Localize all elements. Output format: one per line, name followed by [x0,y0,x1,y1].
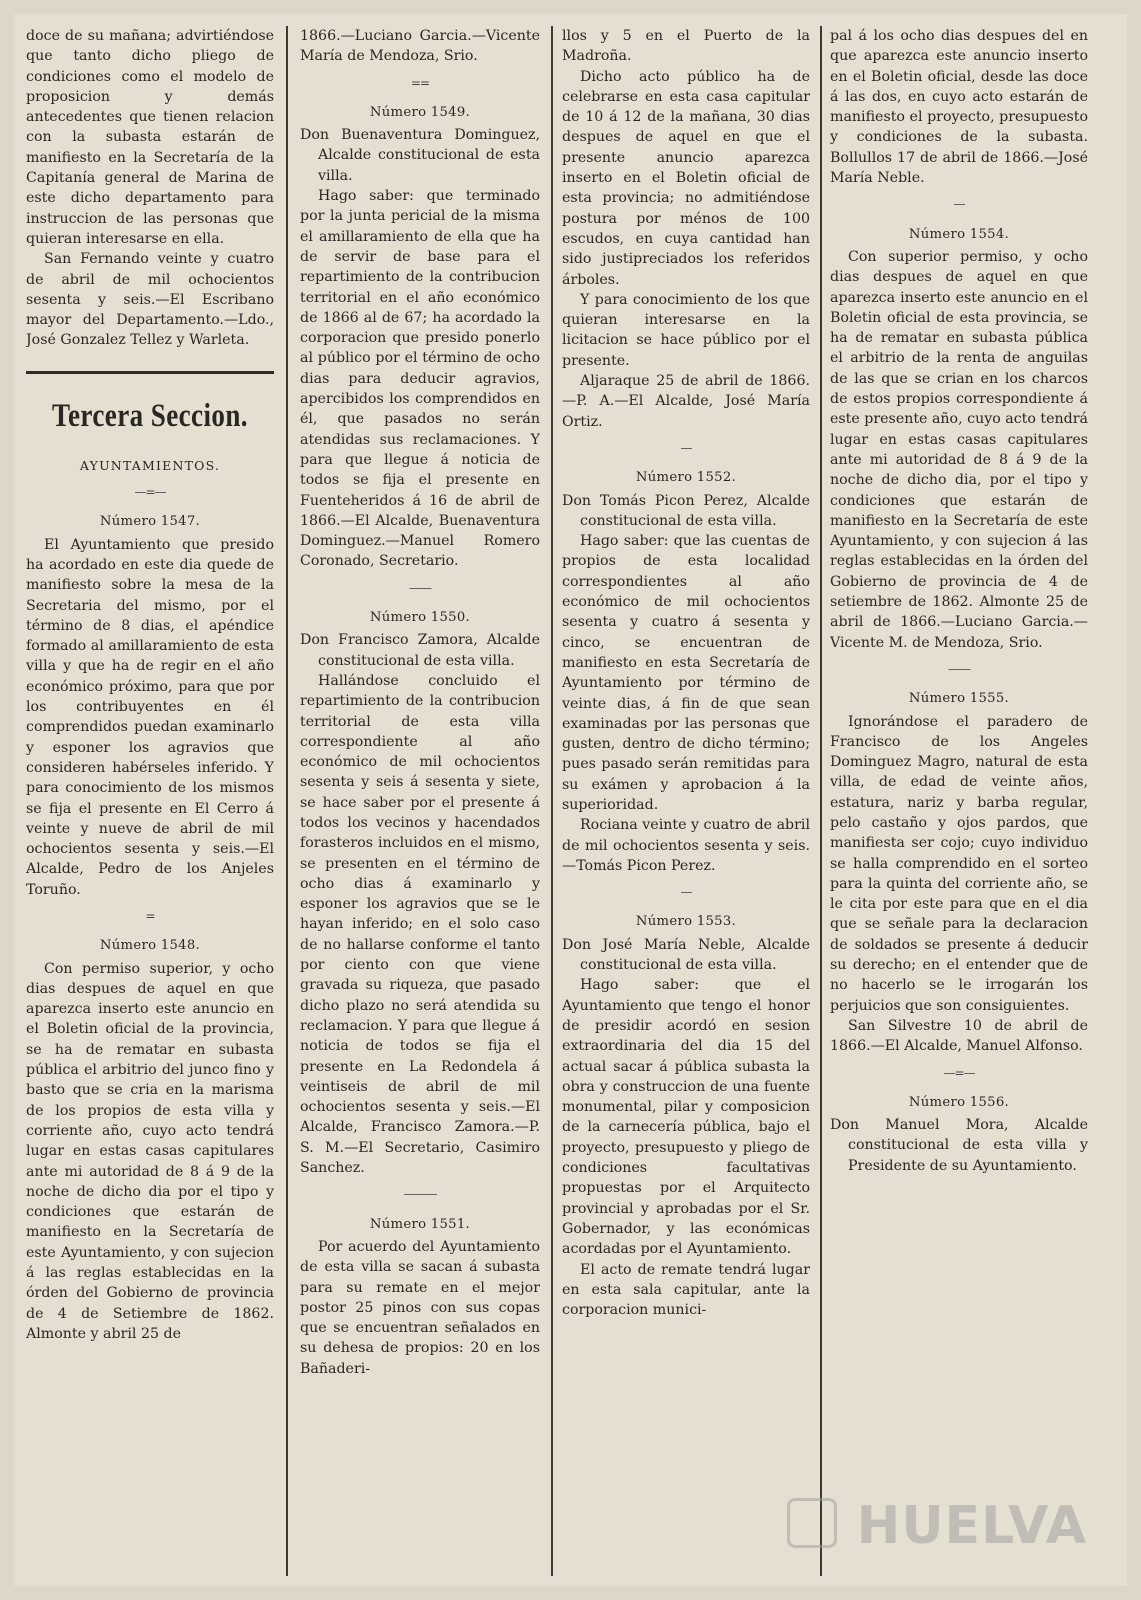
separator: ——— [403,1187,437,1202]
section-divider [26,371,274,374]
separator: — [953,197,965,212]
notice-text: Y para conocimiento de los que quieran interesarse en la licitacion se hace público por el presente. [562,291,810,369]
notice-text: El acto de remate tendrá lugar en esta sala capitular, ante la corporacion munici- [562,1261,810,1319]
notice-number: Número 1548. [99,938,201,954]
separator: — [680,440,692,455]
separator: = [145,908,155,923]
column-1 [26,26,274,1586]
separator: == [410,75,430,90]
notice-text: Con superior permiso, y ocho dias despues de aquel en que aparezca inserto este anuncio en el Boletin oficial de esta provincia, se ha de rematar en subasta pública el arbitrio de la renta de anguilas de las que se crian en los charcos de estos propios correspondiente á este presente año, cuyo acto tendrá lugar en estas casas capitulares ante mi autoridad de 8 á 9 de la noche de dicho dia, por el tipo y condiciones que estarán de manifiesto en la Secretaría de este Ayuntamiento, y con sujecion á las reglas establecidas en la órden del Gobierno de provincia de 4 de setiembre de 1862. Almonte 25 de abril de 1866.—Luciano Garcia.—Vicente M. de Mendoza, Srio. [830,248,1088,651]
notice-text: Con permiso superior, y ocho dias despues de aquel en que aparezca inserto este anuncio en el Boletin oficial de la provincia, se ha de rematar en subasta pública el arbitrio del junco fino y basto que se cria en la marisma de los propios de esta villa y corriente año, cuyo acto tendrá lugar en estas casas capitulares ante mi autoridad de 8 á 9 de la noche de dicho dia por el tipo y condiciones que estarán de manifiesto en la Secretaría de este Ayuntamiento, y con sujecion á las reglas establecidas en la órden del Gobierno de provincia de 4 de Setiembre de 1862. Almonte y abril 25 de [26,960,274,1342]
separator: —— [948,661,970,676]
notice-heading: Don Francisco Zamora, Alcalde constitucional de esta villa. [300,632,540,669]
notice-text: Hallándose concluido el repartimiento de la contribucion territorial de esta villa correspondiente al año económico de mil ochocientos sesenta y seis á sesenta y siete, se hace saber por el presente á todos los vecinos y hacendados forasteros incluidos en el mismo, se presenten en el término de ocho dias á examinarlo y esponer los agravios que se le hayan inferido; en el solo caso de no hallarse conforme el tanto por ciento con que viene gravada su riqueza, que pasado dicho plazo no será atendida su reclamacion. Y para que llegue á noticia de todos se fija el presente en La Redondela á veintiseis de abril de mil ochocientos sesenta y seis.—El Alcalde, Francisco Zamora.—P. S. M.—El Secretario, Casimiro Sanchez. [300,672,540,1177]
notice-heading: Don Tomás Picon Perez, Alcalde constitucional de esta villa. [562,492,810,529]
notice-text: 1866.—Luciano Garcia.—Vicente María de Mendoza, Srio. [300,28,540,65]
separator: —— [409,580,431,595]
column-4 [830,26,1088,1586]
column-rule [820,26,822,1576]
paragraph: doce de su mañana; advirtiéndose que tanto dicho pliego de condiciones como el modelo de proposicion y demás antecedentes que tienen relacion con la subasta estarán de manifiesto en la Secretaría de la Capitanía general de Marina de este dicho departamento para instruccion de las personas que quieran interesarse en ella. [26,28,274,247]
notice-text: Dicho acto público ha de celebrarse en esta casa capitular de 10 á 12 de la mañana, 30 dias despues de aquel en que el presente anuncio aparezca inserto en el Boletin oficial de esta provincia; no admitiéndose postura por ménos de 100 escudos, en cuya cantidad han sido justipreciados los referidos árboles. [562,68,810,288]
notice-text: Ignorándose el paradero de Francisco de los Angeles Dominguez Magro, natural de esta villa, de edad de veinte años, estatura, nariz y barba regular, pelo castaño y ojos pardos, que manifiesta ser cojo; cuyo individuo se halla comprendido en el sorteo para la quinta del corriente año, se le cita por este para que en el dia que se señale para la declaracion de soldados se presente á deducir su derecho; en el entender que de no hacerlo se le irrogarán los perjuicios que son consiguientes. [830,713,1088,1014]
notice-text: Hago saber: que el Ayuntamiento que tengo el honor de presidir acordó en sesion extraordinaria del dia 15 del actual sacar á pública subasta la obra y construccion de una fuente monumental, pilar y composicion de la carnecería pública, bajo el proyecto, presupuesto y pliego de condiciones facultativas propuestas por el Arquitecto provincial y aprobadas por el Sr. Gobernador, y las económicas acordadas por el Ayuntamiento. [562,977,810,1258]
watermark-seal-icon [787,1498,837,1548]
notice-number: Número 1554. [908,226,1010,242]
paragraph-signature: San Fernando veinte y cuatro de abril de mil ochocientos sesenta y seis.—El Escribano mayor del Departamento.—Ldo., José Gonzalez Tellez y Warleta. [26,251,274,349]
notice-signature: Aljaraque 25 de abril de 1866.—P. A.—El Alcalde, José María Ortiz. [562,373,810,430]
notice-number: Número 1550. [369,610,471,626]
notice-text: pal á los ocho dias despues del en que aparezca este anuncio inserto en el Boletin oficial, desde las doce á las dos, en cuyo acto estarán de manifiesto el proyecto, presupuesto y condiciones de la subasta. Bollullos 17 de abril de 1866.—José María Neble. [830,28,1088,187]
notice-heading: Don José María Neble, Alcalde constitucional de esta villa. [562,936,810,974]
notice-signature: San Silvestre 10 de abril de 1866.—El Alcalde, Manuel Alfonso. [830,1017,1088,1055]
notice-heading: Don Buenaventura Dominguez, Alcalde constitucional de esta villa. [300,127,540,184]
column-3 [562,26,810,1586]
watermark: HUELVA [856,1496,1087,1556]
separator: — [680,885,692,900]
notice-number: Número 1552. [635,470,737,486]
notice-text: El Ayuntamiento que presido ha acordado en este dia quede de manifiesto sobre la mesa de la Secretaria del mismo, por el término de 8 dias, el apéndice formado al amillaramiento de esta villa y que ha de regir en el año económico próximo, para que por los contribuyentes en él comprendidos puedan examinarlo y esponer los agravios que consideren habérseles inferido. Y para conocimiento de los mismos se fija el presente en El Cerro á veinte y nueve de abril de mil ochocientos sesenta y seis.—El Alcalde, Pedro de los Anjeles Toruño. [26,536,274,898]
notice-heading: Don Manuel Mora, Alcalde constitucional de esta villa y Presidente de su Ayuntamiento. [830,1117,1088,1174]
notice-number: Número 1551. [369,1216,471,1232]
subsection-title: AYUNTAMIENTOS. [79,457,221,473]
notice-number: Número 1553. [635,914,737,930]
column-rule [286,26,288,1576]
column-rule [551,26,553,1576]
notice-number: Número 1556. [908,1094,1010,1110]
notice-text: llos y 5 en el Puerto de la Madroña. [562,28,810,65]
column-2 [300,26,540,1586]
notice-number: Número 1547. [99,514,201,530]
notice-text: Hago saber: que las cuentas de propios de esta localidad correspondientes al año económico de mil ochocientos sesenta y cuatro á sesenta y cinco, se encuentran de manifiesto en esta Secretaría de Ayuntamiento por término de veinte dias, á fin de que sean examinadas por las personas que gusten, dentro de dicho término; pues pasado serán remitidas para su exámen y aprobacion á la superioridad. [562,533,810,813]
newspaper-page [14,14,1127,1586]
notice-number: Número 1549. [369,104,471,120]
notice-text: Por acuerdo del Ayuntamiento de esta villa se sacan á subasta para su remate en el mejor postor 25 pinos con sus copas que se encuentran señalados en su dehesa de propios: 20 en los Bañaderi- [300,1238,540,1377]
separator: —=— [134,485,166,500]
notice-signature: Rociana veinte y cuatro de abril de mil ochocientos sesenta y seis.—Tomás Picon Perez. [562,817,810,874]
notice-text: Hago saber: que terminado por la junta pericial de la misma el amillaramiento de ella que ha de servir de base para el repartimiento de la contribucion territorial en el año económico de 1866 al de 67; ha acordado la corporacion que presido ponerlo al público por el término de ocho dias para deducir agravios, apercibidos los comprendidos en él, que pasados no serán atendidas sus reclamaciones. Y para que llegue á noticia de todos se fija el presente en Fuenteheridos á 16 de abril de 1866.—El Alcalde, Buenaventura Dominguez.—Manuel Romero Coronado, Secretario. [300,188,540,570]
notice-number: Número 1555. [908,691,1010,707]
section-title: Tercera Seccion. [52,397,248,434]
separator: —=— [943,1065,975,1080]
